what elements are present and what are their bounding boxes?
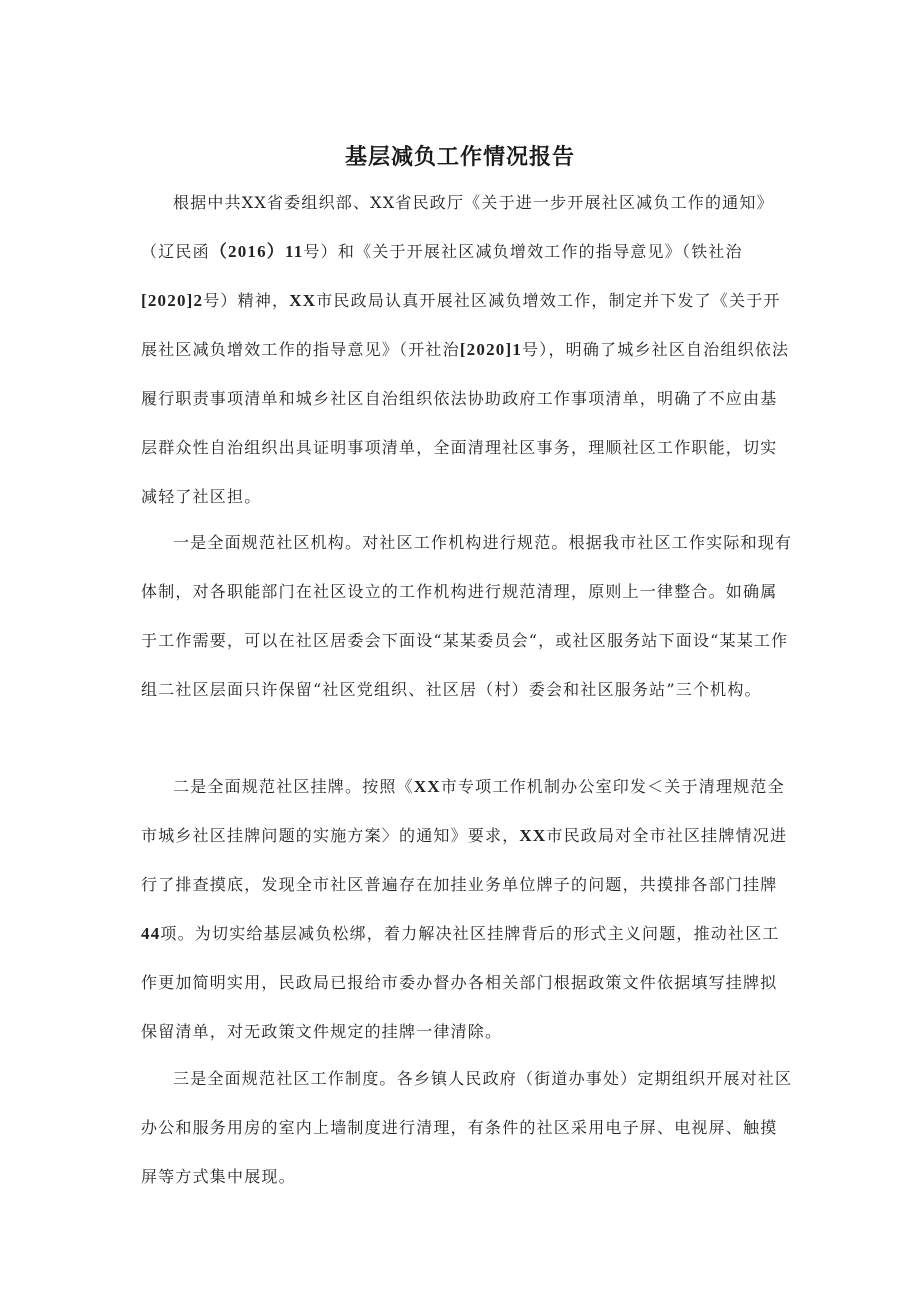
paragraph-text — [141, 762, 793, 1056]
text-run: 号），明确了城乡社区自治组织依法履行职责事项清单和城乡社区自治组织依法协助政府工作事项清单，明确了不应由基层群众性自治组织出具证明事项清单，全面清理社区事务，理顺社区工作职能，切实减轻了社区担。 — [141, 340, 790, 506]
paragraph-rules — [141, 1054, 793, 1201]
paragraph-intro — [141, 178, 793, 521]
text-run: 号）精神， — [203, 291, 290, 310]
document-title: 基层减负工作情况报告 — [344, 145, 575, 170]
paragraph-text: 一是全面规范社区机构。对社区工作机构进行规范。根据我市社区工作实际和现有体制，对各职能部门在社区设立的工作机构进行规范清理，原则上一律整合。如确属于工作需要，可以在社区居委会下面设“某某委员会“，或社区服务站下面设“某某工作组二社区层面只许保留“社区党组织、社区居（村）委会和社区服务站”三个机构。 — [141, 533, 793, 699]
text-run: 市民政局认真开展社区减负增效工作，制定并下发了《关于开展社区减负增效工作的指导意见》（开社治 — [141, 291, 781, 359]
bold-text-run: [2020]1 — [459, 340, 523, 359]
paragraph-text: 三是全面规范社区工作制度。各乡镇人民政府（街道办事处）定期组织开展对社区办公和服务用房的室内上墙制度进行清理，有条件的社区采用电子屏、电视屏、触摸屏等方式集中展现。 — [141, 1069, 793, 1186]
text-run: 号）和《关于开展社区减负增效工作的指导意见》（铁社治 — [303, 242, 743, 261]
bold-text-run: 44 — [141, 924, 161, 943]
bold-text-run: （2016）11 — [209, 242, 304, 261]
text-run: 二是全面规范社区挂牌。按照《 — [173, 777, 414, 796]
text-run: 项。为切实给基层减负松绑，着力解决社区挂牌背后的形式主义问题，推动社区工作更加简明实用，民政局已报给市委办督办各相关部门根据政策文件依据填写挂牌拟保留清单，对无政策文件规定的挂牌一律清除。 — [141, 924, 780, 1041]
paragraph-signage — [141, 762, 793, 1056]
paragraph-text — [141, 178, 793, 521]
bold-text-run: XX — [289, 291, 317, 310]
bold-text-run: XX — [519, 826, 547, 845]
text-run: 市专项工作机制办公室印发＜关于清理规范全市城乡社区挂牌问题的实施方案〉的通知》要求， — [141, 777, 785, 845]
bold-text-run: [2020]2 — [141, 291, 204, 310]
bold-text-run: XX — [413, 777, 441, 796]
text-run: 根据中共XX省委组织部、XX省民政厅《关于进一步开展社区减负工作的通知》（辽民函 — [141, 193, 774, 261]
paragraph-institutions — [141, 518, 793, 714]
text-run: 市民政局对全市社区挂牌情况进行了排查摸底，发现全市社区普遍存在加挂业务单位牌子的问题，共摸排各部门挂牌 — [141, 826, 788, 894]
